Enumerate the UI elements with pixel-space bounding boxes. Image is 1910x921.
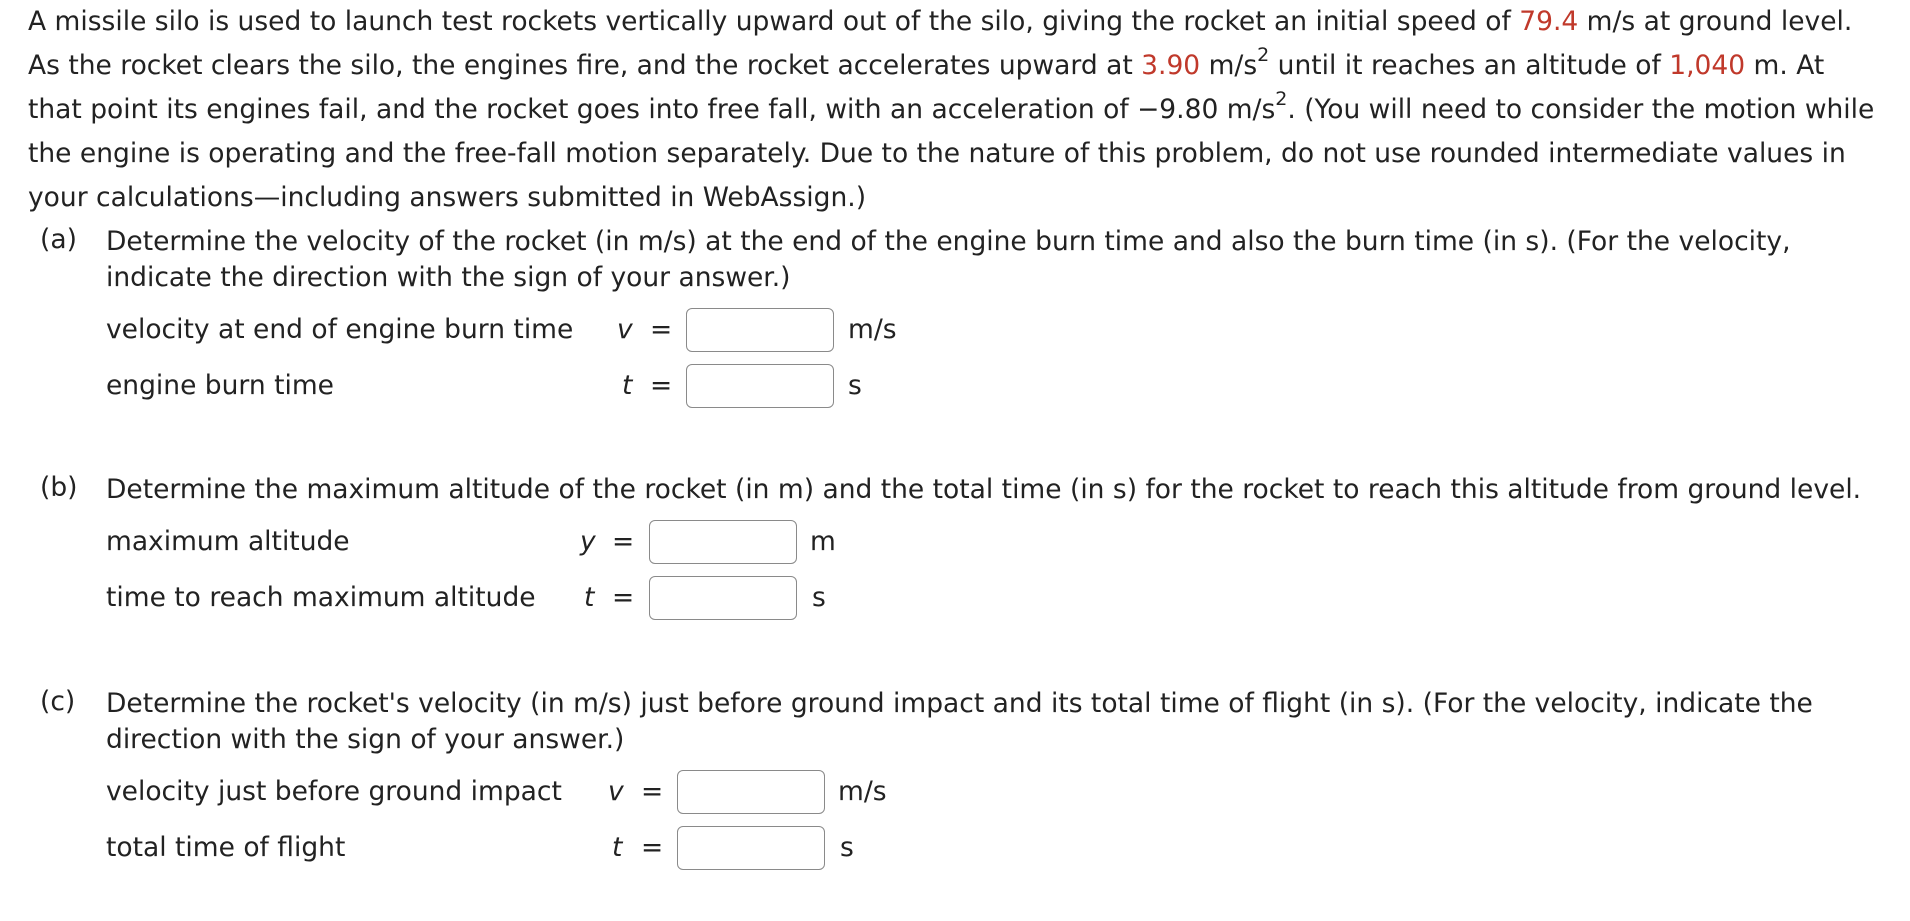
equals-sign: =: [612, 526, 635, 557]
initial-speed-value: 79.4: [1519, 6, 1579, 37]
time-max-altitude-input[interactable]: [649, 576, 797, 620]
max-altitude-input[interactable]: [649, 520, 797, 564]
answer-row-velocity-burn: [106, 308, 956, 354]
unit-label: m/s: [838, 776, 887, 807]
exponent: 2: [1275, 88, 1288, 111]
variable-symbol: t: [584, 582, 595, 613]
answer-label: velocity just before ground impact: [106, 776, 562, 807]
unit-label: m/s: [848, 314, 897, 345]
burn-time-input[interactable]: [686, 364, 834, 408]
problem-text: m/s: [1200, 50, 1258, 81]
unit-label: s: [812, 582, 826, 613]
equals-sign: =: [641, 776, 664, 807]
variable-symbol: v: [608, 776, 624, 807]
equals-sign: =: [650, 370, 673, 401]
variable-symbol: t: [622, 370, 633, 401]
unit-label: s: [840, 832, 854, 863]
answer-label: engine burn time: [106, 370, 334, 401]
part-letter: (c): [40, 686, 76, 717]
answer-row-max-altitude: [106, 520, 956, 566]
answer-row-time-max-altitude: [106, 576, 956, 622]
answer-row-burn-time: [106, 364, 956, 410]
problem-text: m. At that point its engines fail, and the rocket goes into free fall, with an acceleration of −9.80 m/s: [28, 50, 1825, 125]
unit-label: s: [848, 370, 862, 401]
acceleration-value: 3.90: [1141, 50, 1201, 81]
problem-text: until it reaches an altitude of: [1269, 50, 1670, 81]
total-flight-time-input[interactable]: [677, 826, 825, 870]
answer-label: maximum altitude: [106, 526, 350, 557]
unit-label: m: [810, 526, 836, 557]
problem-statement: [28, 0, 1883, 220]
part-question: Determine the maximum altitude of the rocket (in m) and the total time (in s) for the rocket to reach this altitude from ground level.: [106, 474, 1862, 505]
equals-sign: =: [612, 582, 635, 613]
answer-row-impact-velocity: [106, 770, 956, 816]
variable-symbol: y: [580, 526, 596, 557]
altitude-value: 1,040: [1669, 50, 1746, 81]
answer-label: time to reach maximum altitude: [106, 582, 536, 613]
velocity-burn-input[interactable]: [686, 308, 834, 352]
part-question: Determine the rocket's velocity (in m/s) just before ground impact and its total time of flight (in s). (For the velocity, indicate the direction with the sign of your answer.): [106, 688, 1813, 755]
answer-row-total-flight-time: [106, 826, 956, 872]
exponent: 2: [1257, 44, 1270, 67]
answer-label: total time of flight: [106, 832, 346, 863]
problem-text: . (You will need to consider the motion while the engine is operating and the free-fall motion separately. Due to the nature of this problem, do not use rounded intermediate values in your calculations—including answers submitted in WebAssign.): [28, 94, 1875, 213]
equals-sign: =: [650, 314, 673, 345]
impact-velocity-input[interactable]: [677, 770, 825, 814]
part-letter: (a): [40, 224, 77, 255]
answer-label: velocity at end of engine burn time: [106, 314, 574, 345]
problem-text: m/s at ground level. As the rocket clears the silo, the engines fire, and the rocket accelerates upward at: [28, 6, 1853, 81]
equals-sign: =: [641, 832, 664, 863]
variable-symbol: v: [617, 314, 633, 345]
variable-symbol: t: [612, 832, 623, 863]
part-letter: (b): [40, 472, 78, 503]
problem-text: A missile silo is used to launch test rockets vertically upward out of the silo, giving the rocket an initial speed of: [28, 6, 1520, 37]
part-question: Determine the velocity of the rocket (in m/s) at the end of the engine burn time and also the burn time (in s). (For the velocity, indicate the direction with the sign of your answer.): [106, 226, 1791, 293]
